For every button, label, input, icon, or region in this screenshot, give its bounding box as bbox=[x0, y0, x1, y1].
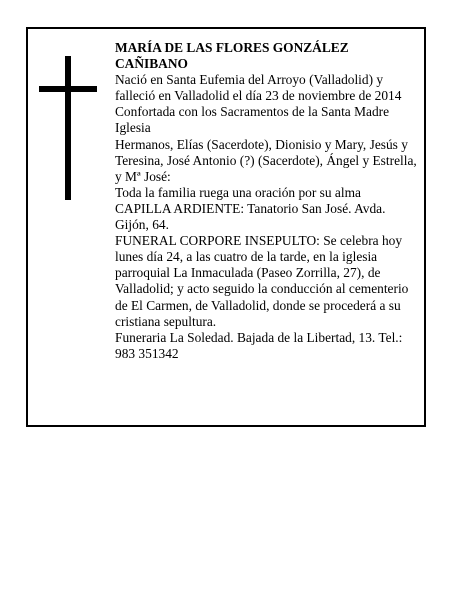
birth-death-info: Nació en Santa Eufemia del Arroyo (Valladolid) y falleció en Valladolid el día 23 de noviembre de 2014 bbox=[115, 72, 402, 104]
cross-icon bbox=[39, 56, 97, 200]
obituary-text bbox=[115, 40, 421, 362]
cross-horizontal-bar bbox=[39, 86, 97, 92]
deceased-name: MARÍA DE LAS FLORES GONZÁLEZ CAÑIBANO bbox=[115, 40, 349, 72]
cross-vertical-bar bbox=[65, 56, 71, 200]
family-members: Hermanos, Elías (Sacerdote), Dionisio y Mary, Jesús y Teresina, José Antonio (?) (Sacerdote), Ángel y Estrella, y Mª José: bbox=[115, 136, 417, 184]
prayer-request: Toda la familia ruega una oración por su alma bbox=[115, 184, 361, 200]
sacraments-line: Confortada con los Sacramentos de la Santa Madre Iglesia bbox=[115, 104, 390, 136]
chapel-info: CAPILLA ARDIENTE: Tanatorio San José. Avda. Gijón, 64. bbox=[115, 200, 386, 233]
obituary-notice bbox=[26, 27, 426, 427]
funeral-info: FUNERAL CORPORE INSEPULTO: Se celebra hoy lunes día 24, a las cuatro de la tarde, en la iglesia parroquial La Inmaculada (Paseo Zorrilla, 27), de Valladolid; y acto seguido la conducción al cementerio de El Carmen, de Valladolid, donde se procederá a su cristiana sepultura. bbox=[115, 233, 409, 329]
funeral-home-info: Funeraria La Soledad. Bajada de la Libertad, 13. Tel.: 983 351342 bbox=[115, 329, 403, 361]
